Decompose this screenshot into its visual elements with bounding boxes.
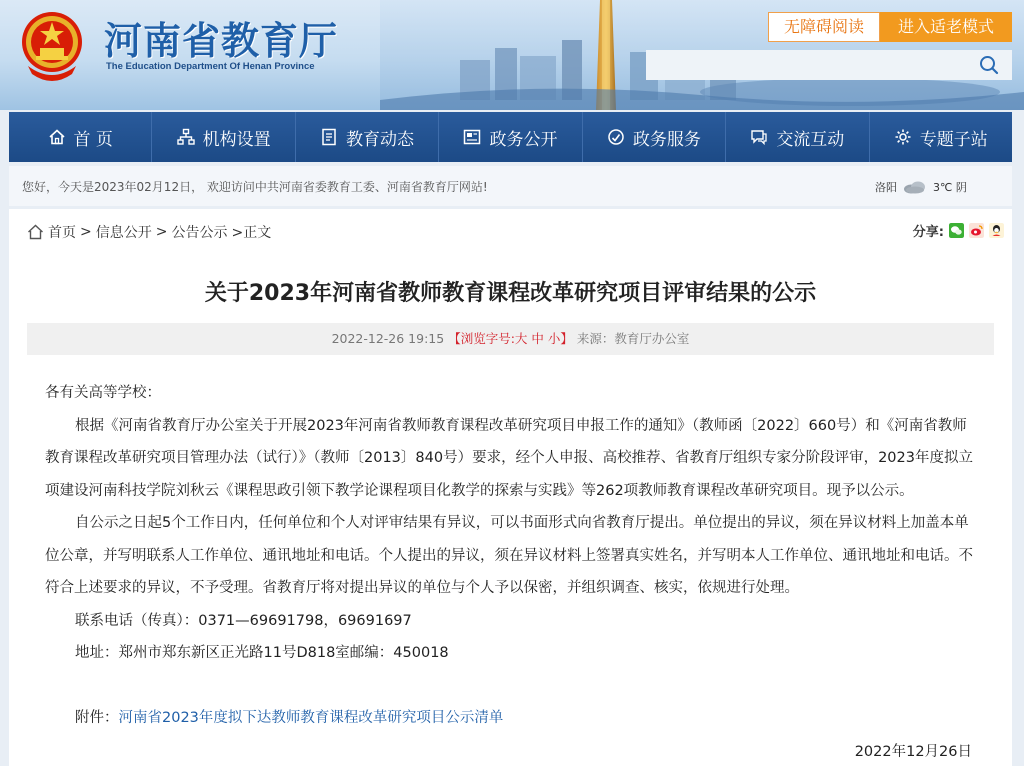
info-bar <box>9 166 1012 206</box>
contact-phone: 联系电话（传真）：0371—69691798，69691697 <box>75 612 412 629</box>
font-medium-button[interactable]: 中 <box>531 331 544 346</box>
nav-item-label: 机构设置 <box>202 129 271 150</box>
nav-item-org[interactable] <box>152 112 295 162</box>
wechat-icon[interactable] <box>949 223 964 238</box>
site-subtitle: The Education Department Of Henan Province <box>106 61 315 72</box>
salutation: 各有关高等学校： <box>45 385 161 401</box>
weather-temp: 3℃ 阴 <box>933 181 967 194</box>
paragraph: 自公示之日起5个工作日内，任何单位和个人对评审结果有异议，可以书面形式向省教育厅提出。单位提出的异议，须在异议材料上加盖本单位公章，并写明联系人工作单位、通讯地址和电话。个人提出的异议，须在异议材料上签署真实姓名，并写明本人工作单位、通讯地址和电话。不符合上述要求的异议，不予受理。省教育厅将对提出异议的单位与个人予以保密，并组织调查、核实，依规进行处理。 <box>45 515 973 596</box>
document-icon <box>320 128 338 146</box>
font-large-button[interactable]: 大 <box>514 331 528 346</box>
chat-icon <box>750 128 768 146</box>
article-title: 关于2023年河南省教师教育课程改革研究项目评审结果的公示 <box>204 281 817 306</box>
weather-widget <box>875 179 967 195</box>
nav-item-label: 首 页 <box>73 129 113 150</box>
search-button[interactable] <box>966 50 1012 80</box>
cloud-icon <box>902 180 928 194</box>
signature-date: 2022年12月26日 <box>854 744 972 760</box>
attachment <box>75 706 503 727</box>
font-size-switcher <box>448 331 573 346</box>
main-nav <box>9 112 1012 162</box>
breadcrumb-separator: > <box>155 224 168 240</box>
font-size-suffix: 】 <box>560 331 573 346</box>
welcome-text: 您好，今天是2023年02月12日， 欢迎访问中共河南省委教育工委、河南省教育厅网站! <box>22 180 488 194</box>
search-input[interactable] <box>646 50 980 80</box>
share-label: 分享: <box>912 225 944 240</box>
elder-mode-button[interactable]: 进入适老模式 <box>880 12 1012 42</box>
breadcrumb-home[interactable]: 首页 <box>48 225 76 241</box>
font-small-button[interactable]: 小 <box>547 331 561 346</box>
paragraph: 根据《河南省教育厅办公室关于开展2023年河南省教师教育课程改革研究项目申报工作的通知》（教师函〔2022〕660号）和《河南省教师教育课程改革研究项目管理办法（试行）》（教师〔2013〕840号）要求，经个人申报、高校推荐、省教育厅组织专家分阶段评审，2023年度拟立项建设河南科技学院刘秋云《课程思政引领下教学论课程项目化教学的探索与实践》等262项教师教育课程改革研究项目。现予以公示。 <box>45 417 973 499</box>
nav-item-label: 政务公开 <box>489 129 558 150</box>
nav-item-label: 政务服务 <box>632 129 701 150</box>
qq-icon[interactable] <box>989 223 1004 238</box>
weather-city: 洛阳 <box>875 181 897 194</box>
publish-date: 2022-12-26 19:15 <box>331 331 445 346</box>
gear-icon <box>894 128 912 146</box>
nav-item-interaction[interactable] <box>726 112 869 162</box>
accessibility-button[interactable]: 无障碍阅读 <box>768 12 880 42</box>
nav-item-label: 教育动态 <box>346 129 415 150</box>
home-icon <box>48 128 66 146</box>
weibo-icon[interactable] <box>969 223 984 238</box>
search-icon <box>979 55 999 75</box>
site-title: 河南省教育厅 <box>104 19 339 63</box>
share-bar <box>913 221 1004 240</box>
contact-address: 地址：郑州市郑东新区正光路11号D818室邮编：450018 <box>75 645 449 661</box>
home-icon <box>27 224 44 240</box>
article-panel <box>9 209 1012 766</box>
nav-item-gov-open[interactable] <box>439 112 582 162</box>
article-meta <box>27 323 994 355</box>
breadcrumb-current: >正文 <box>231 225 272 241</box>
site-header <box>0 0 1024 110</box>
nav-item-label: 交流互动 <box>776 129 845 150</box>
breadcrumb-separator: > <box>80 224 92 240</box>
service-icon <box>607 128 625 146</box>
org-chart-icon <box>177 128 195 146</box>
article-source: 来源：教育厅办公室 <box>576 331 690 346</box>
newspaper-icon <box>463 128 481 146</box>
nav-item-gov-service[interactable] <box>583 112 726 162</box>
font-size-prefix: 【浏览字号: <box>448 331 515 346</box>
breadcrumb <box>27 222 271 242</box>
national-emblem-logo <box>14 6 90 86</box>
nav-item-news[interactable] <box>296 112 439 162</box>
attachment-label: 附件： <box>75 710 119 726</box>
nav-item-special[interactable] <box>870 112 1012 162</box>
nav-item-label: 专题子站 <box>919 129 988 150</box>
nav-item-home[interactable] <box>9 112 152 162</box>
attachment-link[interactable]: 河南省2023年度拟下达教师教育课程改革研究项目公示清单 <box>118 710 504 726</box>
breadcrumb-info-open[interactable]: 信息公开 <box>95 225 152 241</box>
breadcrumb-announcement[interactable]: 公告公示 <box>171 225 228 241</box>
article-body <box>45 377 979 670</box>
